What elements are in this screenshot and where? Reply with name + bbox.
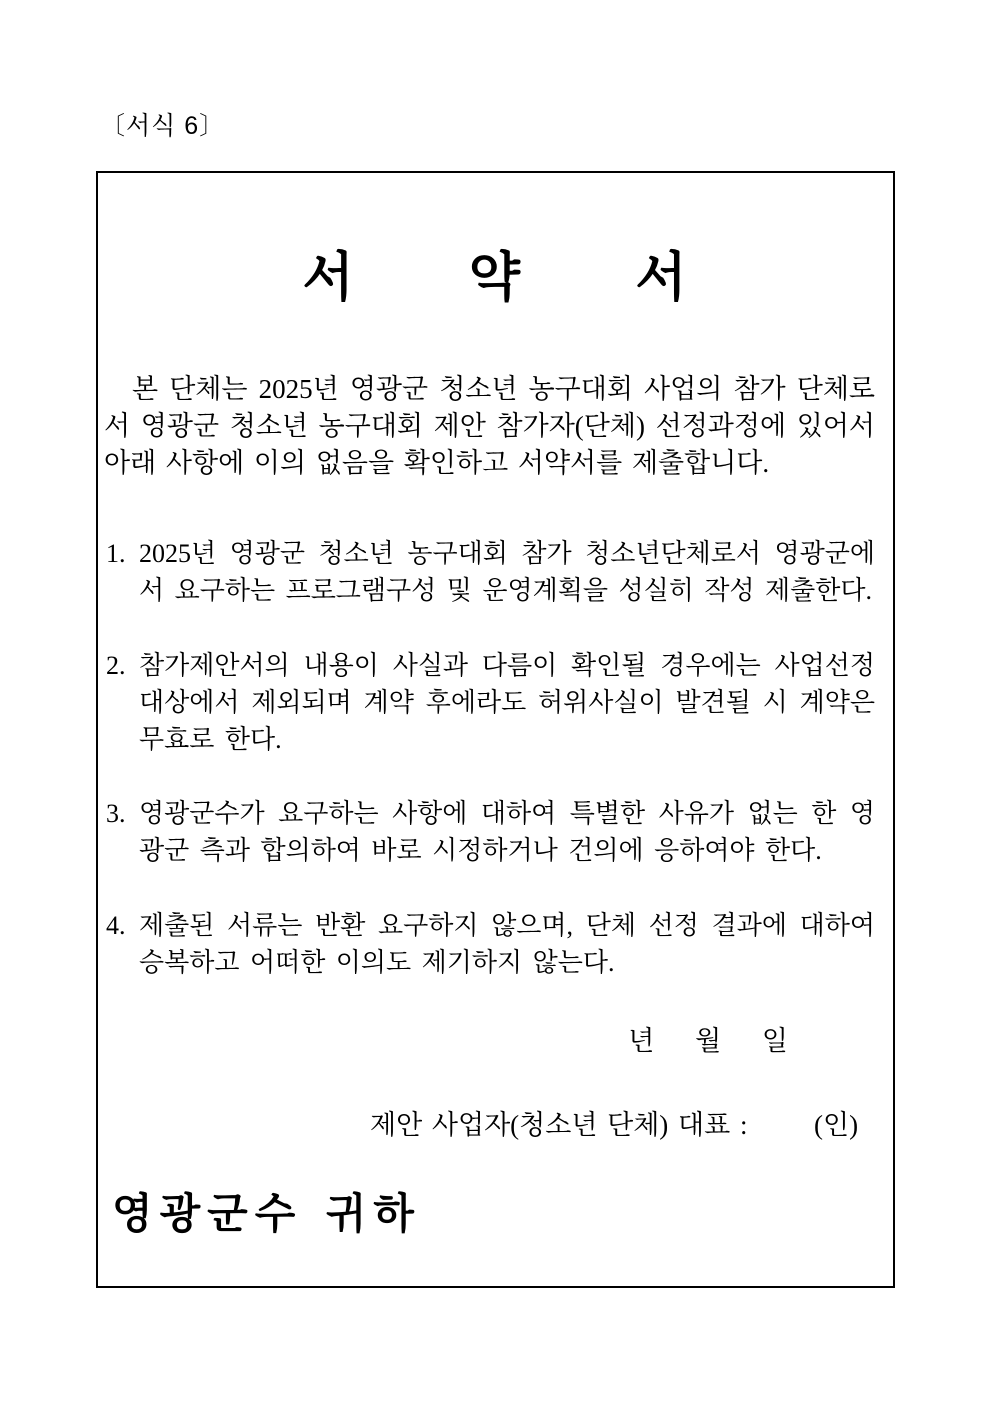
item-number: 3.	[106, 799, 126, 828]
item-number: 4.	[106, 911, 126, 940]
item-text: 영광군수가 요구하는 사항에 대하여 특별한 사유가 없는 한 영광군 측과 합의하여 바로 시정하거나 건의에 응하여야 한다.	[139, 799, 875, 865]
item-number: 1.	[106, 539, 126, 568]
pledge-item-1	[106, 535, 875, 609]
item-text: 제출된 서류는 반환 요구하지 않으며, 단체 선정 결과에 대하여 승복하고 어떠한 이의도 제기하지 않는다.	[139, 911, 875, 977]
pledge-item-4	[106, 907, 875, 981]
document-title: 서 약 서	[302, 249, 689, 307]
pledge-item-2	[106, 647, 875, 758]
item-text: 2025년 영광군 청소년 농구대회 참가 청소년단체로서 영광군에서 요구하는 프로그램구성 및 운영계획을 성실히 작성 제출한다.	[139, 539, 875, 605]
seal-placeholder: (인)	[814, 1110, 859, 1140]
pledge-item-3	[106, 795, 875, 869]
form-number-label: 〔서식 6〕	[100, 112, 226, 140]
signature-label: 제안 사업자(청소년 단체) 대표 :	[370, 1110, 748, 1140]
item-text: 참가제안서의 내용이 사실과 다름이 확인될 경우에는 사업선정 대상에서 제외되며 계약 후에라도 허위사실이 발견될 시 계약은 무효로 한다.	[139, 651, 875, 754]
item-number: 2.	[106, 651, 126, 680]
pledge-document-border-box	[96, 171, 895, 1288]
intro-paragraph: 본 단체는 2025년 영광군 청소년 농구대회 사업의 참가 단체로서 영광군 청소년 농구대회 제안 참가자(단체) 선정과정에 있어서 아래 사항에 이의 없음을 확인하고 서약서를 제출합니다.	[104, 374, 875, 478]
signature-line	[98, 1107, 893, 1144]
addressee-closing: 영광군수 귀하	[112, 1192, 421, 1238]
date-line: 년 월 일	[628, 1026, 788, 1056]
